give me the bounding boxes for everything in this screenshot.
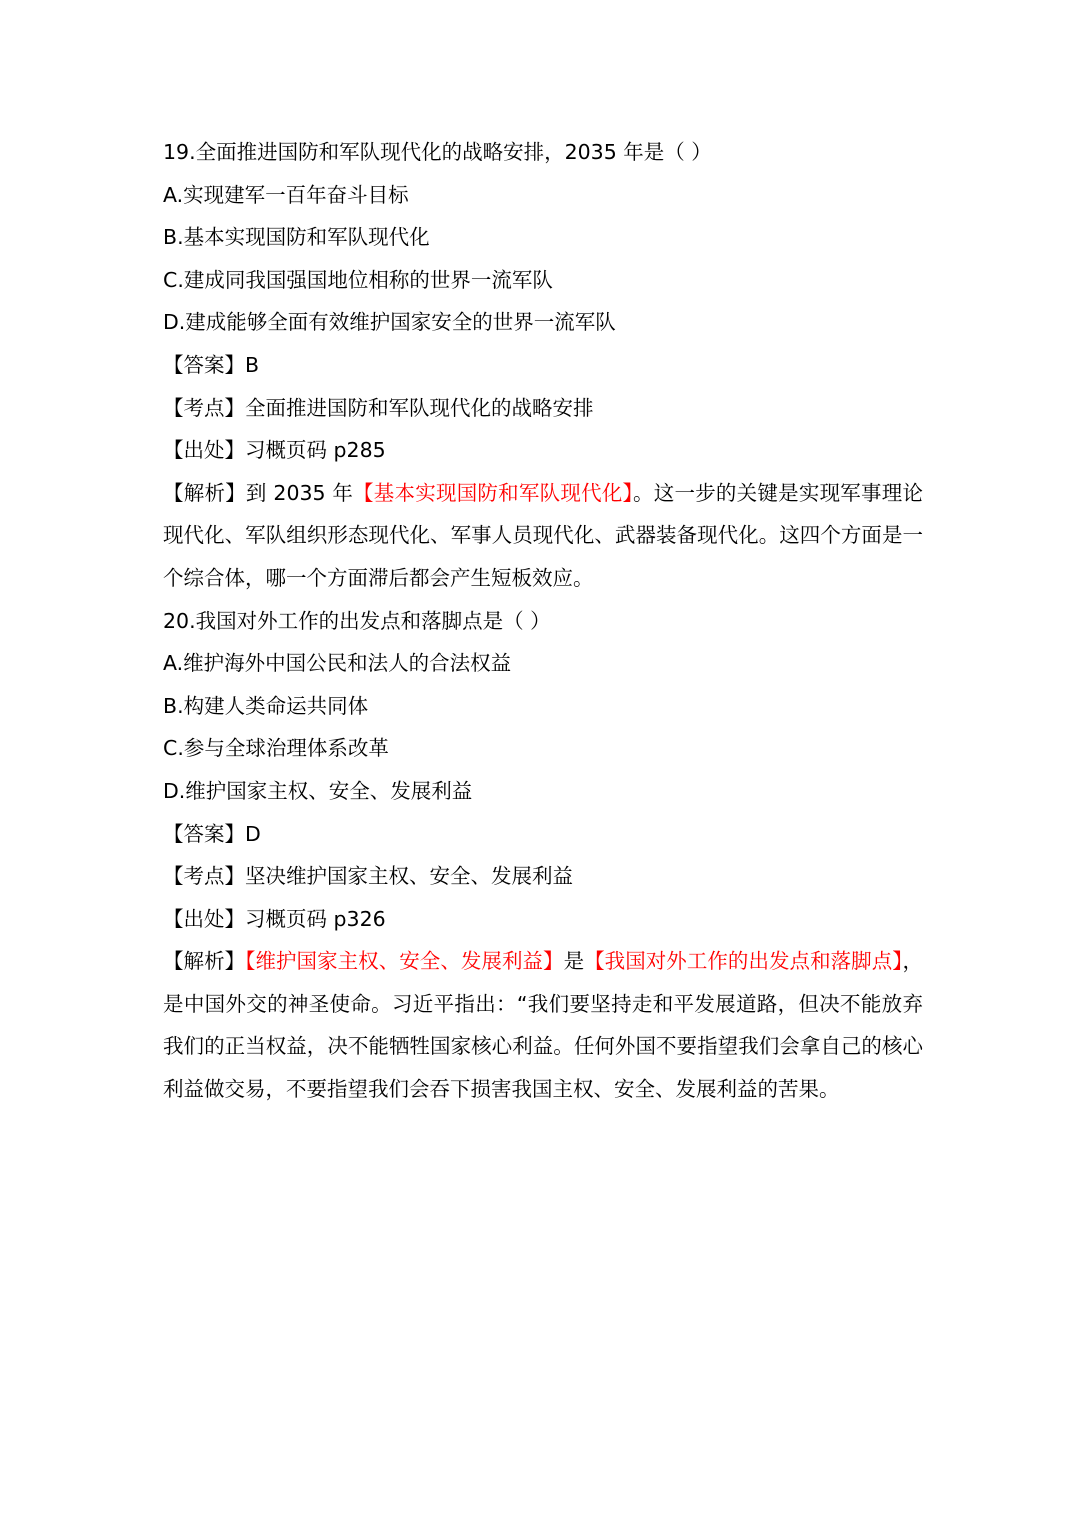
- source-value: 习概页码 p285: [245, 438, 386, 463]
- analysis-paragraph: [163, 472, 923, 600]
- answer-line: [163, 813, 923, 856]
- option-c: C.参与全球治理体系改革: [163, 736, 389, 761]
- point-label: 【考点】: [163, 395, 245, 420]
- option-d: D.维护国家主权、安全、发展利益: [163, 778, 473, 803]
- analysis-text-post: ，是中国外交的神圣使命。习近平指出：“我们要坚持走和平发展道路，但决不能放弃我们的正当权益，决不能牺牲国家核心利益。任何外国不要指望我们会拿自己的核心利益做交易，不要指望我们会吞下损害我国主权、安全、发展利益的苦果。: [163, 949, 924, 1102]
- analysis-highlight: 【基本实现国防和军队现代化】: [353, 480, 634, 505]
- answer-value: D: [245, 821, 261, 846]
- source-label: 【出处】: [163, 906, 245, 931]
- question-block-19: [163, 131, 923, 600]
- option-d: D.建成能够全面有效维护国家安全的世界一流军队: [163, 310, 616, 335]
- point-label: 【考点】: [163, 864, 245, 889]
- analysis-label: 【解析】: [163, 480, 246, 505]
- option-b: B.基本实现国防和军队现代化: [163, 225, 430, 250]
- option-a: A.维护海外中国公民和法人的合法权益: [163, 651, 512, 676]
- option-a: A.实现建军一百年奋斗目标: [163, 182, 409, 207]
- analysis-paragraph: [163, 940, 923, 1110]
- document-page: [163, 131, 923, 1111]
- analysis-text-post: 。这一步的关键是实现军事理论现代化、军队组织形态现代化、军事人员现代化、武器装备现代化。这四个方面是一个综合体，哪一个方面滞后都会产生短板效应。: [163, 480, 923, 590]
- analysis-highlight-1: 【维护国家主权、安全、发展利益】: [245, 949, 564, 974]
- source-line: [163, 429, 923, 472]
- question-stem: 19.全面推进国防和军队现代化的战略安排，2035 年是（ ）: [163, 140, 712, 164]
- option-b: B.构建人类命运共同体: [163, 693, 369, 718]
- answer-line: [163, 344, 923, 387]
- point-value: 坚决维护国家主权、安全、发展利益: [245, 864, 573, 889]
- analysis-label: 【解析】: [163, 949, 246, 974]
- analysis-text-pre: 到 2035 年: [245, 480, 354, 505]
- answer-value: B: [245, 352, 260, 377]
- source-line: [163, 898, 923, 941]
- answer-label: 【答案】: [163, 821, 245, 846]
- source-label: 【出处】: [163, 438, 245, 463]
- point-value: 全面推进国防和军队现代化的战略安排: [245, 395, 594, 420]
- answer-label: 【答案】: [163, 352, 245, 377]
- analysis-text-mid: 是: [563, 949, 585, 974]
- analysis-highlight-2: 【我国对外工作的出发点和落脚点】: [584, 949, 903, 974]
- source-value: 习概页码 p326: [245, 906, 386, 931]
- point-line: [163, 387, 923, 430]
- option-c: C.建成同我国强国地位相称的世界一流军队: [163, 267, 553, 292]
- point-line: [163, 855, 923, 898]
- question-block-20: [163, 600, 923, 1111]
- question-stem: 20.我国对外工作的出发点和落脚点是（ ）: [163, 608, 551, 633]
